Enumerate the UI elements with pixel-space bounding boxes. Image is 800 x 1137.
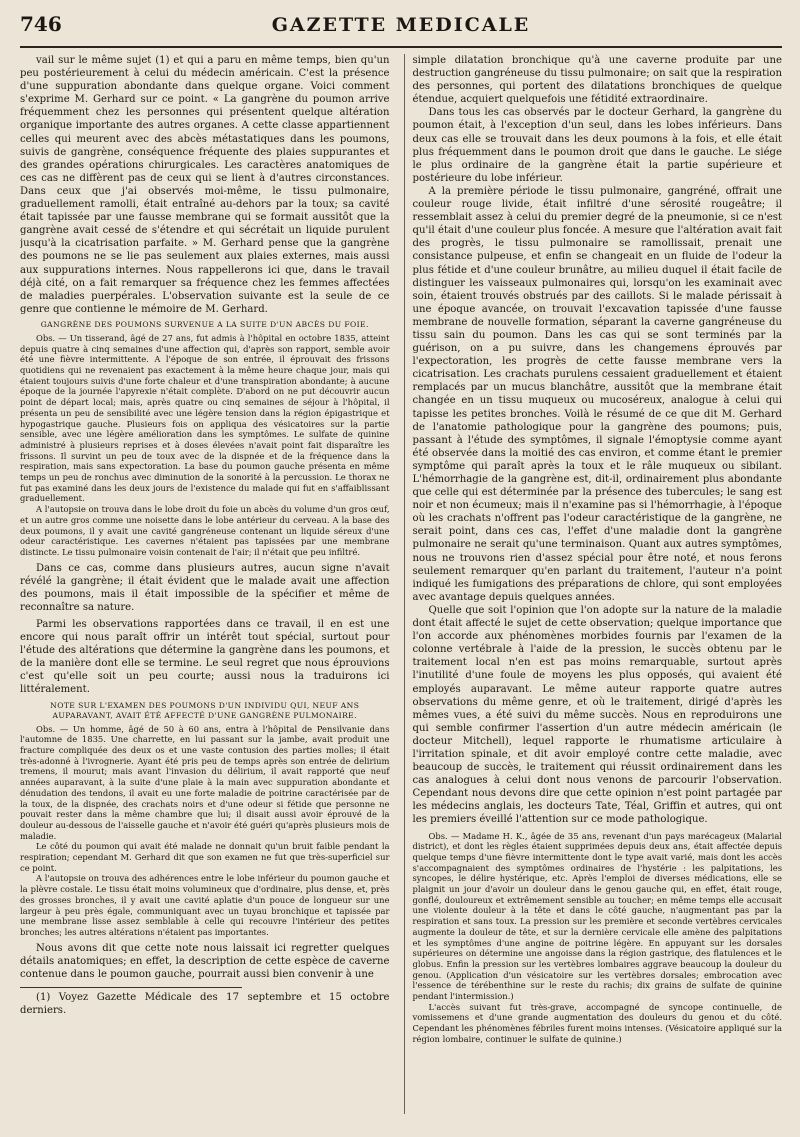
- page-number: 746: [20, 12, 62, 36]
- section-title: GANGRÈNE DES POUMONS SURVENUE A LA SUITE D'UN ABCÈS DU FOIE.: [40, 319, 369, 329]
- right-column: [404, 54, 783, 1114]
- observation-paragraph: Le côté du poumon qui avait été malade ne donnait qu'un bruit faible pendant la respiration; cependant M. Gerhard dit que son examen ne fut que très-superficiel sur ce point.: [20, 841, 390, 873]
- body-paragraph: Nous avons dit que cette note nous laissait ici regretter quelques détails anatomiques; en effet, la description de cette espèce de caverne contenue dans le poumon gauche, pourrait aussi bien convenir à une: [20, 942, 390, 980]
- body-paragraph: vail sur le même sujet (1) et qui a paru en même temps, bien qu'un peu postérieurement à celui du médecin américain. C'est la présence d'une suppuration abondante dans quelque organe. Voici comment s'exprime M. Gerhard sur ce point. « La gangrène du poumon arrive fréquemment chez les personnes qui présentent quelque altération organique importante des autres organes. A cette classe appartiennent celles qui meurent avec des abcès métastatiques dans les poumons, suivis de gangrène, conséquence fréquente des plaies suppurantes et des grandes opérations chirurgicales. Les caractères anatomiques de ces cas ne diffèrent pas de ceux qui se lient à d'autres circonstances. Dans ceux que j'ai observés moi-même, le tissu pulmonaire, graduellement ramolli, était entraîné au-dehors par la toux; sa cavité était tapissée par une fausse membrane qui se formait aussitôt que la gangrène avait cessé de s'étendre et qui sécrétait un liquide purulent jusqu'à la cicatrisation parfaite. » M. Gerhard pense que la gangrène des poumons ne se lie pas seulement aux plaies externes, mais aussi aux suppurations internes. Nous rappellerons ici que, dans le travail déjà cité, on a fait remarquer sa fréquence chez les femmes affectées de maladies puerpérales. L'observation suivante est la seule de ce genre que contienne le mémoire de M. Gerhard.: [20, 55, 390, 315]
- section-title: NOTE SUR L'EXAMEN DES POUMONS D'UN INDIVIDU QUI, NEUF ANS AUPARAVANT, AVAIT ÉTÉ AFFECTÉ D'UNE GANGRÈNE PULMONAIRE.: [50, 700, 360, 720]
- body-paragraph: Quelle que soit l'opinion que l'on adopte sur la nature de la maladie dont était affecté le sujet de cette observation; quelque importance que l'on accorde aux phénomènes morbides fournis par l'examen de la colonne vertébrale à l'aide de la pression, le succès obtenu par le traitement local n'en est pas moins remarquable, surtout après l'inutilité d'une foule de moyens les plus opposés, qui avaient été employés auparavant. Le même auteur rapporte quatre autres observations du même genre, et où le traitement, dirigé d'après les mêmes vues, a été suivi du même succès. Nous en reproduirons une qui semble confirmer l'assertion d'un autre médecin américain (le docteur Mitchell), lequel rapporte le rhumatisme articulaire à l'irritation spinale, et dit avoir employé contre cette maladie, avec beaucoup de succès, le traitement qui réussit ordinairement dans les cas analogues à celui dont nous venons de parcourir l'observation. Cependant nous devons dire que cette opinion n'est point partagée par les médecins anglais, les docteurs Tate, Téal, Griffin et autres, qui ont les premiers éveillé l'attention sur ce mode pathologique.: [412, 604, 782, 826]
- observation-paragraph: A l'autopsie on trouva des adhérences entre le lobe inférieur du poumon gauche et la plèvre costale. Le tissu était moins volumineux que d'ordinaire, plus dense, et, près des grosses bronches, il y avait une cavité aplatie d'un pouce de longueur sur une largeur à peu près égale, communiquant avec un tuyau bronchique et tapissée par une membrane lisse assez semblable à celle qui recouvre l'intérieur des petites bronches; les autres altérations n'étaient pas importantes.: [20, 873, 390, 937]
- body-paragraph: simple dilatation bronchique qu'à une caverne produite par une destruction gangréneuse du tissu pulmonaire; on sait que la respiration des personnes, qui portent des dilatations bronchiques de quelque étendue, acquiert quelquefois une fétidité extraordinaire.: [412, 55, 782, 106]
- left-column: [20, 54, 390, 1114]
- journal-title: GAZETTE MEDICALE: [271, 14, 531, 36]
- observation-paragraph: L'accès suivant fut très-grave, accompagné de syncope continuelle, de vomissemens et d'une grande augmentation des douleurs du genou et du côté. Cependant les phénomènes fébriles furent moins intenses. (Vésicatoire appliqué sur la région lombaire, continuer le sulfate de quinine.): [412, 1001, 782, 1044]
- observation-paragraph: Obs. — Un tisserand, âgé de 27 ans, fut admis à l'hôpital en octobre 1835, atteint depuis quatre à cinq semaines d'une affection qui, d'après son rapport, semble avoir été une fièvre intermittente. A l'époque de son entrée, il éprouvait des frissons quotidiens qui ne revenaient pas exactement à la même heure chaque jour, mais qui étaient toujours suivis d'une forte chaleur et d'une transpiration abondante; à aucune époque de la journée l'apyrexie n'était complète. D'abord on ne put découvrir aucun point de départ local; mais, après quatre ou cinq semaines de séjour à l'hôpital, il présenta un peu de sensibilité avec une légère tension dans la région épigastrique et hypogastrique gauche. Plusieurs fois on appliqua des vésicatoires sur la partie sensible, avec une légère amélioration dans les symptômes. Le sulfate de quinine administré à plusieurs reprises et à doses élevées n'avait point fait disparaître les frissons. Il survint un peu de toux avec de la dispnée et de la fréquence dans la respiration, mais sans expectoration. La base du poumon gauche présenta en même temps un peu de ronchus avec diminution de la sonorité à la percussion. Le thorax ne fut pas examiné dans les deux jours de l'existence du malade qui fut en s'affaiblissant graduellement.: [20, 332, 390, 504]
- body-paragraph: A la première période le tissu pulmonaire, gangréné, offrait une couleur rouge livide, était infiltré d'une sérosité rougeâtre; il ressemblait assez à celui du premier degré de la pneumonie, si ce n'est qu'il était d'une couleur plus foncée. A mesure que l'altération avait fait des progrès, le tissu pulmonaire se ramollissait, prenait une consistance pulpeuse, et enfin se changeait en un fluide de l'odeur la plus fétide et d'une couleur brunâtre, au milieu duquel il était facile de distinguer les vaisseaux pulmonaires qui, lorsqu'on les examinait avec soin, étaient trouvés obstrués par des caillots. Si le malade périssait à une époque avancée, on trouvait l'excavation tapissée d'une fausse membrane de nouvelle formation, séparant la caverne gangréneuse du tissu sain du poumon. Dans les cas qui se sont terminés par la guérison, on a pu suivre, dans les changemens éprouvés par l'expectoration, les progrès de cette fausse membrane vers la cicatrisation. Les crachats purulens cessaient graduellement et étaient remplacés par un mucus blanchâtre, aussitôt que la membrane était changée en un tissu muqueux ou mucoséreux, analogue à celui qui tapisse les petites bronches. Voilà le résumé de ce que dit M. Gerhard de l'anatomie pathologique pour la gangrène des poumons; puis, passant à l'étude des symptômes, il signale l'émoptysie comme ayant été observée dans la moitié des cas environ, et comme étant le premier symptôme qui paraît après la toux et le râle muqueux ou sibilant. L'hémorrhagie de la gangrène est, dit-il, ordinairement plus abondante que celle qui est déterminée par la présence des tubercules; le sang est noir et non écumeux; mais il n'examine pas si l'hémorrhagie, à l'époque où les crachats n'offrent pas l'odeur caractéristique de la gangrène, ne serait point, dans ces cas, l'effet d'une maladie dont la gangrène pulmonaire ne serait qu'une terminaison. Quant aux autres symptômes, nous ne trouvons rien d'assez spécial pour être noté, et nous ferons seulement remarquer qu'en parlant du traitement, l'auteur n'a point indiqué les fumigations des préparations de chlore, qui sont employées avec avantage depuis quelques années.: [412, 185, 782, 603]
- text-columns: [20, 54, 782, 1114]
- body-paragraph: Dans ce cas, comme dans plusieurs autres, aucun signe n'avait révélé la gangrène; il était évident que le malade avait une affection des poumons, mais il était impossible de la spécifier et même de reconnaître sa nature.: [20, 562, 390, 613]
- body-paragraph: Parmi les observations rapportées dans ce travail, il en est une encore qui nous paraît offrir un intérêt tout spécial, surtout pour l'étude des altérations que détermine la gangrène dans les poumons, et de la manière dont elle se termine. Le seul regret que nous éprouvions c'est qu'elle soit un peu courte; aussi nous la traduirons ici littéralement.: [20, 619, 390, 696]
- observation-paragraph: Obs. — Madame H. K., âgée de 35 ans, revenant d'un pays marécageux (Malarial district), et dont les règles étaient supprimées depuis deux ans, était affectée depuis quelque temps d'une fièvre intermittente dont le type avait varié, mais dont les accès s'accompagnaient des symptômes ordinaires de l'hystérie : les palpitations, les syncopes, le délire hystérique, etc. Après l'emploi de diverses médications, elle se plaignit un jour d'avoir un douleur dans le genou gauche qui, en effet, était rouge, gonflé, douloureux et extrêmement sensible au toucher; en même temps elle accusait une violente douleur à la tête et dans le côté gauche, n'augmentant pas par la respiration et sans toux. La pression sur les première et seconde vertèbres cervicales augmente la douleur de tête, et sur la dernière cervicale elle amène des palpitations et les symptômes d'une angine de poitrine légère. En appuyant sur les dorsales supérieures on détermine une angoisse dans la région gastrique, des flatulences et le globus. Enfin la pression sur les vertèbres lombaires aggrave beaucoup la douleur du genou. (Application d'un vésicatoire sur les vertèbres dorsales; embrocation avec l'essence de térébenthine sur le reste du rachis; dix grains de sulfate de quinine pendant l'intermission.): [412, 830, 782, 1002]
- observation-paragraph: Obs. — Un homme, âgé de 50 à 60 ans, entra à l'hôpital de Pensilvanie dans l'automne de 1835. Une charrette, en lui passant sur la jambe, avait produit une fracture compliquée des deux os et une vaste contusion des parties molles; il était très-adonné à l'ivrognerie. Ayant été pris peu de temps après son entrée de delirium tremens, il mourut; mais avant l'invasion du délirium, il avait rapporté que neuf années auparavant, à la suite d'une plaie à la main avec suppuration abondante et dénudation des tendons, il avait eu une forte maladie de poitrine caractérisée par de la toux, de la dispnée, des crachats noirs et d'une odeur si fétide que personne ne pouvait rester dans la même chambre que lui; il disait aussi avoir éprouvé de la douleur au-dessous de l'aisselle gauche et n'avoir été guéri qu'après plusieurs mois de maladie.: [20, 723, 390, 841]
- body-paragraph: Dans tous les cas observés par le docteur Gerhard, la gangrène du poumon était, à l'exception d'un seul, dans les lobes inférieurs. Dans deux cas elle se trouvait dans les deux poumons à la fois, et elle était plus fréquemment dans le poumon droit que dans le gauche. Le siége le plus ordinaire de la gangrène était la partie supérieure et postérieure du lobe inférieur.: [412, 107, 782, 184]
- footnote-rule: [20, 987, 242, 988]
- observation-paragraph: A l'autopsie on trouva dans le lobe droit du foie un abcès du volume d'un gros œuf, et un autre gros comme une noisette dans le lobe antérieur du cerveau. A la base des deux poumons, il y avait une cavité gangréneuse contenant un liquide séreux d'une odeur caractéristique. Les cavernes n'étaient pas tapissées par une membrane distincte. Le tissu pulmonaire voisin contenait de l'air; il n'était que peu infiltré.: [20, 504, 390, 557]
- page-header: [20, 10, 782, 48]
- footnote: (1) Voyez Gazette Médicale des 17 septembre et 15 octobre derniers.: [20, 991, 390, 1017]
